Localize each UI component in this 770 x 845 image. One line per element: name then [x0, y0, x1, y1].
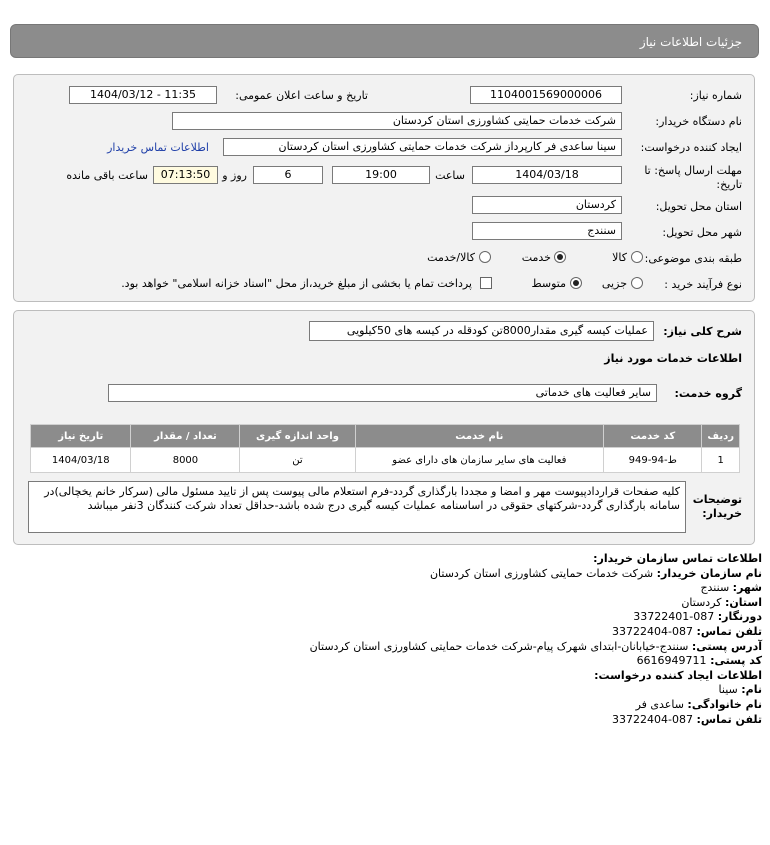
process-medium-radio[interactable] [570, 277, 582, 289]
description-label-buyer: خریدار: [702, 507, 742, 520]
cell-row: 1 [702, 448, 740, 473]
deadline-date-field[interactable]: 1404/03/18 [472, 166, 622, 184]
summary-label: شرح کلی نیاز: [663, 325, 742, 338]
contact-fax-label: دورنگار: [717, 610, 762, 624]
contact-title: اطلاعات تماس سازمان خریدار: [593, 552, 762, 565]
need-number-field[interactable]: 1104001569000006 [470, 86, 622, 104]
col-service-name: نام خدمت [355, 425, 603, 448]
creator-name-label: نام: [741, 683, 762, 697]
process-minor-label: جزیی [601, 277, 627, 290]
contact-phone: 087-33722404 [612, 624, 694, 638]
contact-org: شرکت خدمات حمایتی کشاورزی استان کردستان [429, 566, 654, 580]
need-info-panel [13, 74, 755, 302]
contact-section [22, 552, 762, 727]
creator-field[interactable]: سینا ساعدی فر کارپرداز شرکت خدمات حمایتی کشاورزی استان کردستان [223, 138, 622, 156]
creator-phone: 087-33722404 [612, 712, 694, 726]
services-title: اطلاعات خدمات مورد نیاز [604, 352, 742, 365]
cell-service-code: ط-94-949 [604, 448, 702, 473]
announce-label: تاریخ و ساعت اعلان عمومی: [235, 89, 368, 102]
contact-phone-label: تلفن تماس: [696, 624, 762, 638]
contact-postal-label: کد پستی: [710, 654, 762, 668]
days-field[interactable]: 6 [253, 166, 323, 184]
description-label: توضیحات [692, 493, 742, 506]
need-number-label: شماره نیاز: [689, 89, 742, 102]
process-minor-radio[interactable] [631, 277, 643, 289]
page-header [10, 24, 759, 58]
col-service-code: کد خدمت [604, 425, 702, 448]
buyer-org-label: نام دستگاه خریدار: [655, 115, 742, 128]
contact-fax: 087-33722401 [633, 610, 715, 624]
service-group-label: گروه خدمت: [674, 387, 742, 400]
category-goods-radio[interactable] [631, 251, 643, 263]
contact-address: سنندج-خیابانان-ابتدای شهرک پیام-شرکت خدمات حمایتی کشاورزی استان کردستان [309, 639, 689, 653]
creator-phone-label: تلفن تماس: [696, 712, 762, 726]
contact-postal: 6616949711 [636, 654, 707, 668]
deadline-label: مهلت ارسال پاسخ: تا [644, 164, 742, 177]
cell-unit: تن [240, 448, 355, 473]
buyer-org-field[interactable]: شرکت خدمات حمایتی کشاورزی استان کردستان [172, 112, 622, 130]
creator-family-label: نام خانوادگی: [687, 697, 762, 711]
col-row: ردیف [702, 425, 740, 448]
city-label: شهر محل تحویل: [662, 226, 742, 239]
deadline-label-date: تاریخ: [716, 178, 742, 191]
contact-city: سنندج [700, 581, 730, 595]
process-medium-label: متوسط [531, 277, 566, 290]
creator-family: ساعدی فر [635, 697, 684, 711]
contact-province: کردستان [681, 595, 722, 609]
creator-label: ایجاد کننده درخواست: [640, 141, 742, 154]
contact-org-label: نام سازمان خریدار: [656, 566, 762, 580]
description-field[interactable]: کلیه صفحات قراردادپیوست مهر و امضا و مجددا بارگذاری گردد-فرم استعلام مالی پیوست پس از تایید مسئول مالی (سرکار خانم یخچالی)در سامانه بارگذاری گردد-شرکتهای حقوقی در اساسنامه عملیات کیسه گیری درج شده باشد-حداقل تعداد شرکت کنندگان 3نفر میباشد [28, 481, 686, 533]
province-label: استان محل تحویل: [655, 200, 742, 213]
deadline-time-field[interactable]: 19:00 [332, 166, 430, 184]
creator-name: سینا [718, 683, 738, 697]
remaining-label: ساعت باقی مانده [66, 169, 148, 182]
cell-service-name: فعالیت های سایر سازمان های دارای عضو [355, 448, 603, 473]
category-label: طبقه بندی موضوعی: [644, 252, 742, 265]
buyer-contact-link[interactable]: اطلاعات تماس خریدار [107, 141, 209, 154]
province-field[interactable]: کردستان [472, 196, 622, 214]
announce-field[interactable]: 1404/03/12 - 11:35 [69, 86, 217, 104]
cell-quantity: 8000 [131, 448, 240, 473]
col-quantity: تعداد / مقدار [131, 425, 240, 448]
summary-field[interactable]: عملیات کیسه گیری مقدار8000تن کودقله در کیسه های 50کیلویی [309, 321, 654, 341]
contact-city-label: شهر: [732, 581, 762, 595]
category-service-radio[interactable] [554, 251, 566, 263]
service-group-field[interactable]: سایر فعالیت های خدماتی [108, 384, 657, 402]
cell-need-date: 1404/03/18 [31, 448, 131, 473]
city-field[interactable]: سنندج [472, 222, 622, 240]
treasury-note: پرداخت تمام یا بخشی از مبلغ خرید،از محل "اسناد خزانه اسلامی" خواهد بود. [121, 277, 472, 290]
category-goods-service-label: کالا/خدمت [427, 251, 475, 264]
services-table [30, 424, 740, 473]
treasury-checkbox[interactable] [480, 277, 492, 289]
category-goods-service-radio[interactable] [479, 251, 491, 263]
col-unit: واحد اندازه گیری [240, 425, 355, 448]
time-label: ساعت [435, 169, 465, 182]
page-title: جزئیات اطلاعات نیاز [639, 35, 742, 49]
table-row[interactable] [31, 448, 740, 473]
category-service-label: خدمت [521, 251, 551, 264]
category-goods-label: کالا [612, 251, 627, 264]
contact-address-label: آدرس پستی: [691, 639, 762, 653]
days-label: روز و [222, 169, 247, 182]
remaining-time-field: 07:13:50 [153, 166, 218, 184]
creator-title: اطلاعات ایجاد کننده درخواست: [594, 668, 762, 682]
contact-province-label: استان: [725, 595, 762, 609]
process-label: نوع فرآیند خرید : [664, 278, 742, 291]
col-need-date: تاریخ نیاز [31, 425, 131, 448]
